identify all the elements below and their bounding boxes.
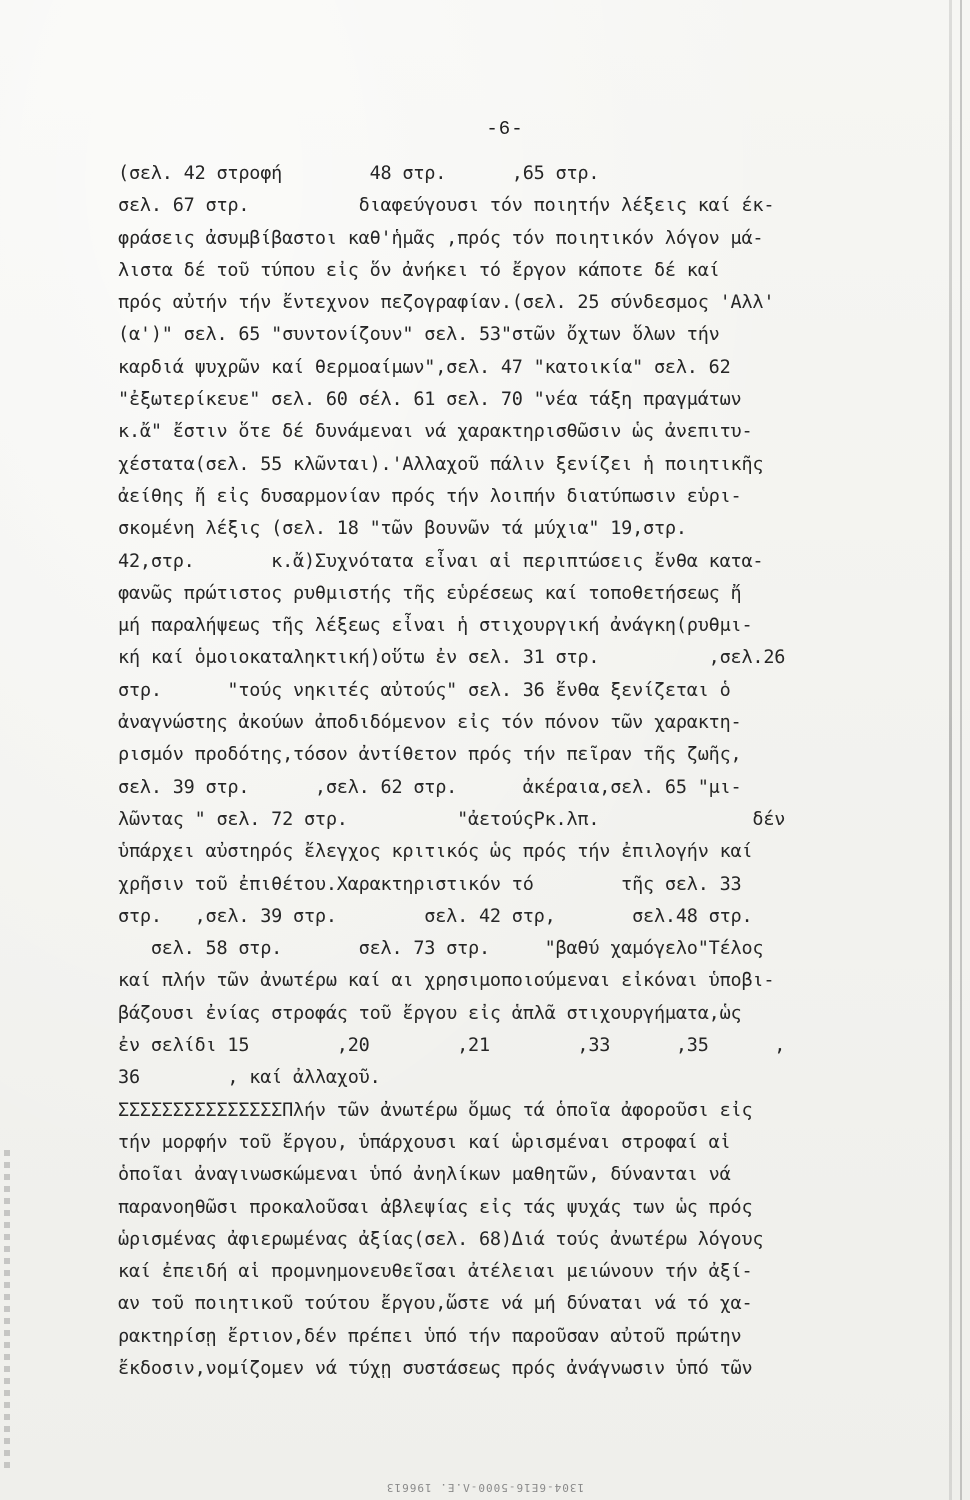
scan-edge-left [4, 1150, 10, 1470]
footer-stamp: 1304-6Ε16-5000-Λ.Ε. 196613 [385, 1481, 585, 1494]
text-line: ρισμόν προδότης,τόσον ἀντίθετον πρός τήν πεῖραν τῆς ζωῆς, [118, 744, 742, 766]
text-line: μή παραλήψεως τῆς λέξεως εἶναι ἡ στιχουργική ἀνάγκη(ρυθμι- [118, 615, 753, 637]
text-line: σκομένη λέξις (σελ. 18 "τῶν βουνῶν τά μύχια" 19,στρ. [118, 518, 687, 540]
text-line: ὡρισμένας ἀφιερωμένας ἀξίας(σελ. 68)Διά τούς ἀνωτέρω λόγους [118, 1228, 764, 1250]
text-line: φανῶς πρώτιστος ρυθμιστής τῆς εὑρέσεως καί τοποθετήσεως ἤ [118, 582, 742, 604]
text-line: 36 , καί ἀλλαχοῦ. [118, 1067, 381, 1089]
scan-edge-right [949, 0, 952, 1500]
text-line: σελ. 67 στρ. διαφεύγουσι τόν ποιητήν λέξεις καί έκ- [118, 195, 775, 217]
text-line: ἀναγνώστης ἀκούων ἀποδιδόμενον εἰς τόν πόνον τῶν χαρακτη- [118, 712, 742, 734]
text-line: φράσεις ἀσυμβίβαστοι καθ'ἡμᾶς ,πρός τόν ποιητικόν λόγον μά- [118, 227, 764, 249]
text-line: (σελ. 42 στροφή 48 στρ. ,65 στρ. [118, 163, 600, 184]
text-line: ἀείθης ἤ εἰς δυσαρμονίαν πρός τήν λοιπήν διατύπωσιν εὑρι- [118, 485, 742, 507]
text-line: "ἐξωτερίκευε" σελ. 60 σέλ. 61 σελ. 70 "νέα τάξη πραγμάτων [118, 389, 742, 411]
text-line: χέστατα(σελ. 55 κλῶνται).'Αλλαχοῦ πάλιν ξενίζει ἡ ποιητικῆς [118, 453, 764, 475]
text-line: παρανοηθῶσι προκαλοῦσαι ἀβλεψίας εἰς τάς ψυχάς των ὡς πρός [118, 1196, 753, 1218]
text-line: χρῆσιν τοῦ ἐπιθέτου.Χαρακτηριστικόν τό τῆς σελ. 33 [118, 873, 742, 895]
text-line: καί ἐπειδή αἱ προμνημονευθεῖσαι ἀτέλειαι μειώνουν τήν ἀξί- [118, 1261, 753, 1283]
text-line: αν τοῦ ποιητικοῦ τούτου ἔργου,ὥστε νά μή δύναται νά τό χα- [118, 1293, 753, 1315]
text-line: κή καί ὁμοιοκαταληκτική)οὕτω ἐν σελ. 31 στρ. ,σελ.26 [118, 647, 786, 669]
text-line: ΣΣΣΣΣΣΣΣΣΣΣΣΣΣΣΠλήν τῶν ἀνωτέρω ὅμως τά ὁποῖα ἀφοροῦσι εἰς [118, 1099, 753, 1121]
text-line: πρός αὐτήν τήν ἔντεχνον πεζογραφίαν.(σελ. 25 σύνδεσμος 'Αλλ' [118, 292, 775, 314]
text-line: βάζουσι ἐνίας στροφάς τοῦ ἔργου εἰς ἁπλᾶ στιχουργήματα,ὡς [118, 1002, 742, 1024]
text-line: λιστα δέ τοῦ τύπου εἰς ὅν ἀνήκει τό ἔργον κάποτε δέ καί [118, 259, 720, 281]
text-line: σελ. 39 στρ. ,σελ. 62 στρ. ἀκέραια,σελ. 65 "μι- [118, 776, 742, 798]
text-line: 42,στρ. κ.ἄ)Συχνότατα εἶναι αἱ περιπτώσεις ἔνθα κατα- [118, 550, 764, 572]
text-line: (α')" σελ. 65 "συντονίζουν" σελ. 53"στῶν ὄχτων ὅλων τήν [118, 324, 720, 346]
text-line: καρδιά ψυχρῶν καί θερμοαίμων",σελ. 47 "κατοικία" σελ. 62 [118, 356, 731, 378]
text-line: ρακτηρίσῃ ἔρτιον,δέν πρέπει ὑπό τήν παροῦσαν αὐτοῦ πρώτην [118, 1325, 742, 1347]
scan-edge-right-secondary [960, 0, 962, 1500]
text-line: ὑπάρχει αὐστηρός ἔλεγχος κριτικός ὡς πρός τήν ἐπιλογήν καί [118, 841, 753, 863]
text-line: κ.ἄ" ἔστιν ὅτε δέ δυνάμεναι νά χαρακτηρισθῶσιν ὡς ἀνεπιτυ- [118, 421, 753, 443]
text-line: ἐν σελίδι 15 ,20 ,21 ,33 ,35 , [118, 1035, 786, 1057]
text-line: ὁποῖαι ἀναγινωσκώμεναι ὑπό ἀνηλίκων μαθητῶν, δύνανται νά [118, 1164, 731, 1186]
text-line: ἔκδοσιν,νομίζομεν νά τύχῃ συστάσεως πρός ἀνάγνωσιν ὑπό τῶν [118, 1357, 753, 1379]
page-number: -6- [486, 118, 524, 140]
text-line: στρ. ,σελ. 39 στρ. σελ. 42 στρ, σελ.48 στρ. [118, 905, 753, 927]
text-line: στρ. "τούς νηκιτές αὐτούς" σελ. 36 ἔνθα ξενίζεται ὁ [118, 679, 731, 701]
text-line: τήν μορφήν τοῦ ἔργου, ὑπάρχουσι καί ὡρισμέναι στροφαί αἱ [118, 1131, 731, 1153]
text-line: καί πλήν τῶν ἀνωτέρω καί αι χρησιμοποιούμεναι εἰκόναι ὑποβι- [118, 970, 775, 992]
typewritten-body [118, 158, 918, 1385]
text-line: λῶντας " σελ. 72 στρ. "ἀετούςΡκ.λπ. δέν [118, 808, 786, 830]
text-line: σελ. 58 στρ. σελ. 73 στρ. "βαθύ χαμόγελο"Τέλος [118, 938, 764, 960]
